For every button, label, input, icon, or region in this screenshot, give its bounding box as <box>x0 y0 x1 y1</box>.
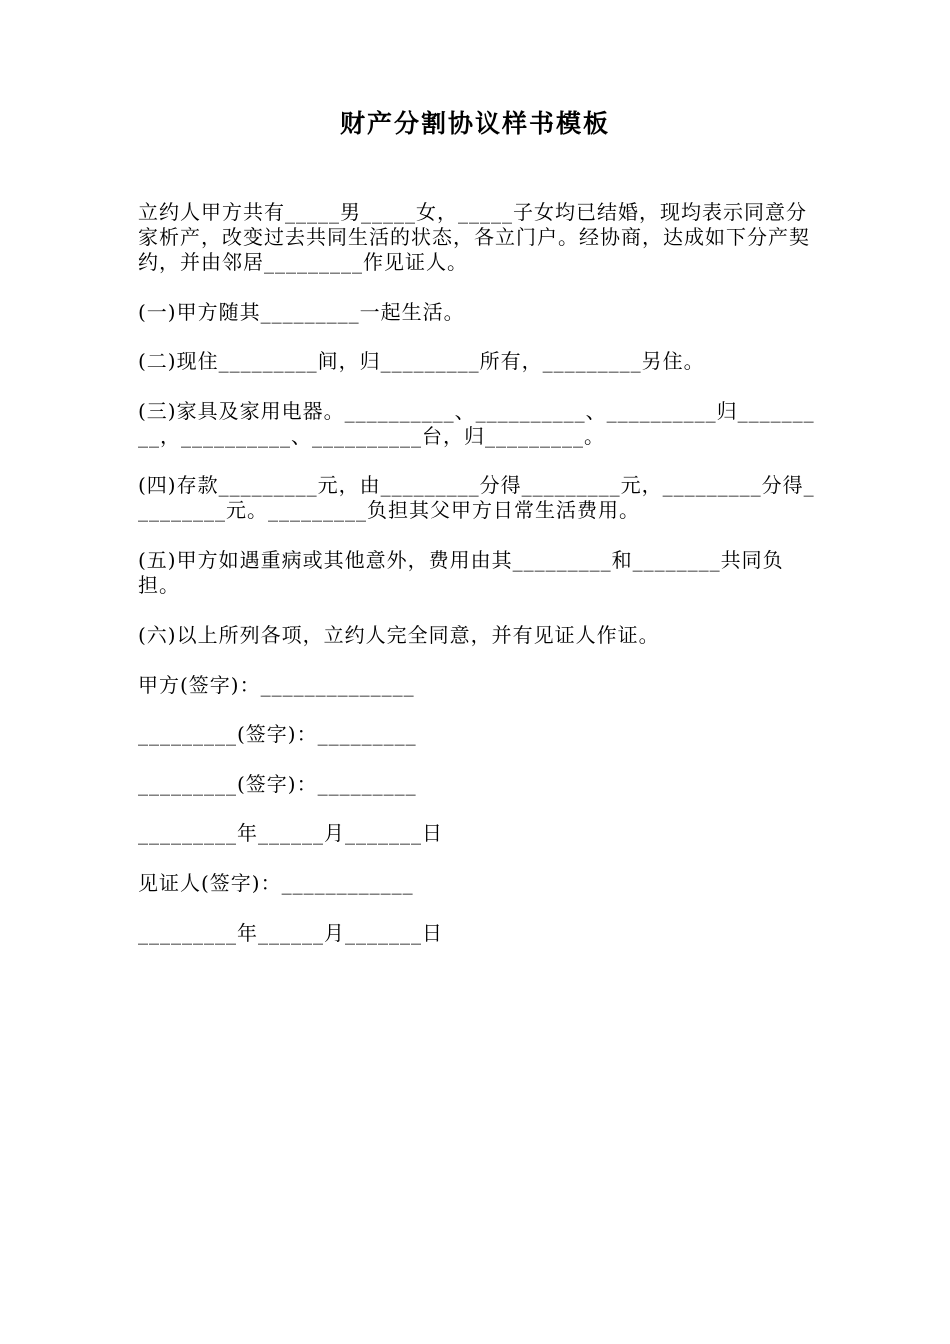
clause-3: (三)家具及家用电器。__________、__________、__________归_________，__________、__________台，归_________。 <box>138 399 815 448</box>
clause-5: (五)甲方如遇重病或其他意外，费用由其_________和________共同负担。 <box>138 548 784 597</box>
clause-1: (一)甲方随其_________一起生活。 <box>138 300 465 324</box>
party-signature-line: _________(签字)：_________ <box>138 772 417 796</box>
intro-paragraph: 立约人甲方共有_____男_____女，_____子女均已结婚，现均表示同意分家析产，改变过去共同生活的状态，各立门户。经协商，达成如下分产契约，并由邻居_________作见证人。 <box>138 200 810 274</box>
witness-date-line: _________年______月_______日 <box>138 921 443 945</box>
date-line: _________年______月_______日 <box>138 821 443 845</box>
party-a-signature-line: 甲方(签字)：______________ <box>138 673 415 697</box>
document-title: 财产分割协议样书模板 <box>339 109 610 138</box>
witness-signature-line: 见证人(签字)：____________ <box>138 871 414 895</box>
clause-4: (四)存款_________元，由_________分得_________元，_________分得_________元。_________负担其父甲方日常生活费用。 <box>138 473 815 522</box>
party-signature-line: _________(签字)：_________ <box>138 722 417 746</box>
clause-6: (六)以上所列各项，立约人完全同意，并有见证人作证。 <box>138 623 660 647</box>
clause-2: (二)现住_________间，归_________所有，_________另住。 <box>138 349 705 373</box>
